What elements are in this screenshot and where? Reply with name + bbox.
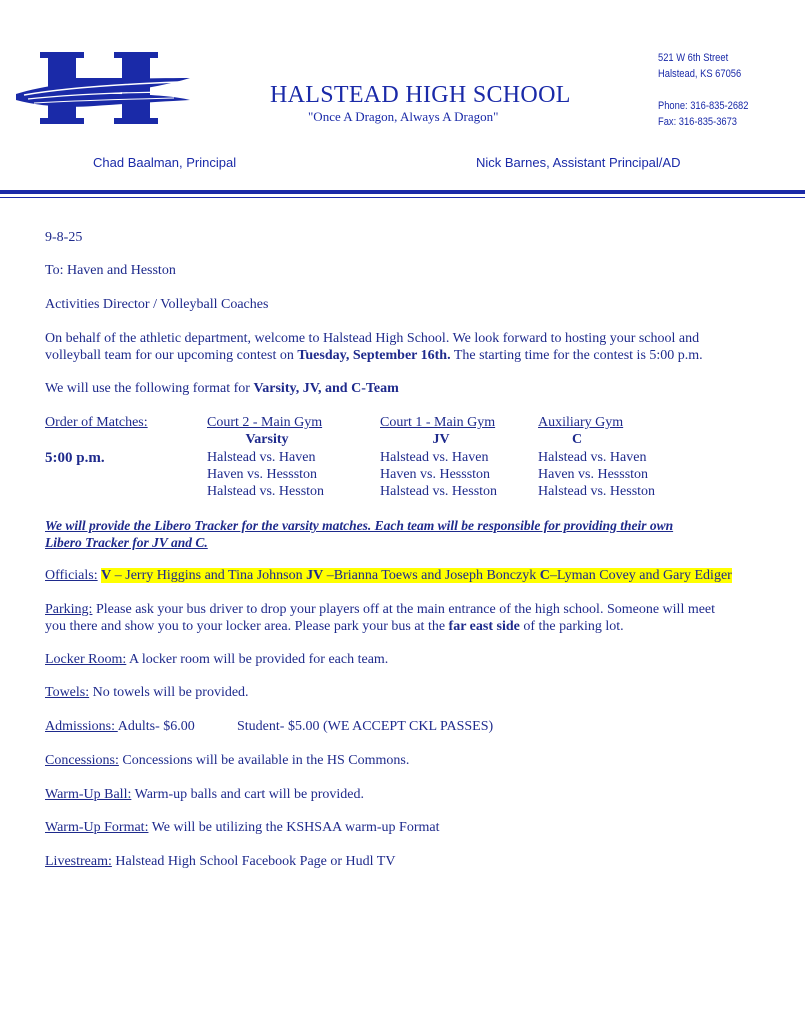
towels-label: Towels: [45, 685, 90, 700]
letter-attention: Activities Director / Volleyball Coaches [45, 297, 269, 312]
school-motto: "Once A Dragon, Always A Dragon" [308, 109, 499, 124]
contest-date: Tuesday, September 16th. [297, 348, 451, 363]
warmup-ball-line: Warm-Up Ball: Warm-up balls and cart will be provided. [45, 787, 365, 802]
intro-line-2: volleyball team for our upcoming contest on Tuesday, September 16th. The starting time for the contest is 5:00 p.m. [45, 348, 703, 363]
livestream-label: Livestream: [45, 854, 112, 869]
court-header: Auxiliary Gym [538, 415, 624, 430]
game-cell: Halstead vs. Haven [538, 450, 647, 465]
fax-number: Fax: 316-835-3673 [658, 116, 738, 128]
court-header: Court 2 - Main Gym [207, 415, 323, 430]
admissions-line: Admissions: Adults- $6.00 [45, 719, 195, 734]
locker-room-label: Locker Room: [45, 652, 127, 667]
libero-note-line-1: We will provide the Libero Tracker for the varsity matches. Each team will be responsible for providing their own [45, 518, 674, 533]
header-rule-thick [0, 190, 805, 194]
parking-line-1: Parking: Please ask your bus driver to drop your players off at the main entrance of the high school. Someone will meet [45, 602, 716, 617]
game-cell: Haven vs. Hessston [207, 467, 318, 482]
officials-line [45, 568, 732, 584]
court-header: Court 1 - Main Gym [380, 415, 496, 430]
officials-label: Officials: [45, 568, 98, 583]
intro-line-1: On behalf of the athletic department, welcome to Halstead High School. We look forward to hosting your school and [45, 331, 700, 346]
parking-line-2: you there and show you to your locker area. Please park your bus at the far east side of the parking lot. [45, 619, 624, 634]
locker-room-line: Locker Room: A locker room will be provided for each team. [45, 652, 389, 667]
game-cell: Halstead vs. Hesston [538, 484, 656, 499]
address-street: 521 W 6th Street [658, 52, 729, 64]
warmup-format-line: Warm-Up Format: We will be utilizing the KSHSAA warm-up Format [45, 820, 440, 835]
level-header: Varsity [245, 432, 289, 447]
format-levels: Varsity, JV, and C-Team [253, 381, 399, 396]
phone-number: Phone: 316-835-2682 [658, 100, 749, 112]
concessions-label: Concessions: [45, 753, 119, 768]
letter-recipient: To: Haven and Hesston [45, 263, 176, 278]
address-city: Halstead, KS 67056 [658, 68, 742, 80]
officials-list: V – Jerry Higgins and Tina Johnson JV –Brianna Toews and Joseph Bonczyk C–Lyman Covey and Gary Ediger [101, 568, 732, 583]
principal-name: Chad Baalman, Principal [93, 155, 237, 170]
towels-line: Towels: No towels will be provided. [45, 685, 249, 700]
format-line: We will use the following format for Varsity, JV, and C-Team [45, 381, 399, 396]
parking-label: Parking: [45, 602, 93, 617]
letter-date: 9-8-25 [45, 230, 83, 245]
admissions-label: Admissions: [45, 719, 118, 734]
match-time: 5:00 p.m. [45, 450, 105, 466]
libero-note-line-2: Libero Tracker for JV and C. [45, 535, 208, 550]
school-name: HALSTEAD HIGH SCHOOL [270, 82, 571, 108]
game-cell: Halstead vs. Hesston [207, 484, 325, 499]
level-header: JV [432, 432, 450, 447]
order-of-matches-label: Order of Matches: [45, 415, 148, 430]
assistant-principal-name: Nick Barnes, Assistant Principal/AD [476, 155, 681, 170]
school-logo [14, 48, 194, 128]
game-cell: Halstead vs. Hesston [380, 484, 498, 499]
game-cell: Halstead vs. Haven [380, 450, 489, 465]
game-cell: Haven vs. Hessston [538, 467, 649, 482]
game-cell: Haven vs. Hessston [380, 467, 491, 482]
warmup-ball-label: Warm-Up Ball: [45, 787, 132, 802]
livestream-line: Livestream: Halstead High School Facebook Page or Hudl TV [45, 854, 396, 869]
warmup-format-label: Warm-Up Format: [45, 820, 149, 835]
level-header: C [571, 432, 583, 447]
game-cell: Halstead vs. Haven [207, 450, 316, 465]
header-rule-thin [0, 197, 805, 198]
concessions-line: Concessions: Concessions will be available in the HS Commons. [45, 753, 410, 768]
admissions-student: Student- $5.00 (WE ACCEPT CKL PASSES) [237, 719, 494, 734]
